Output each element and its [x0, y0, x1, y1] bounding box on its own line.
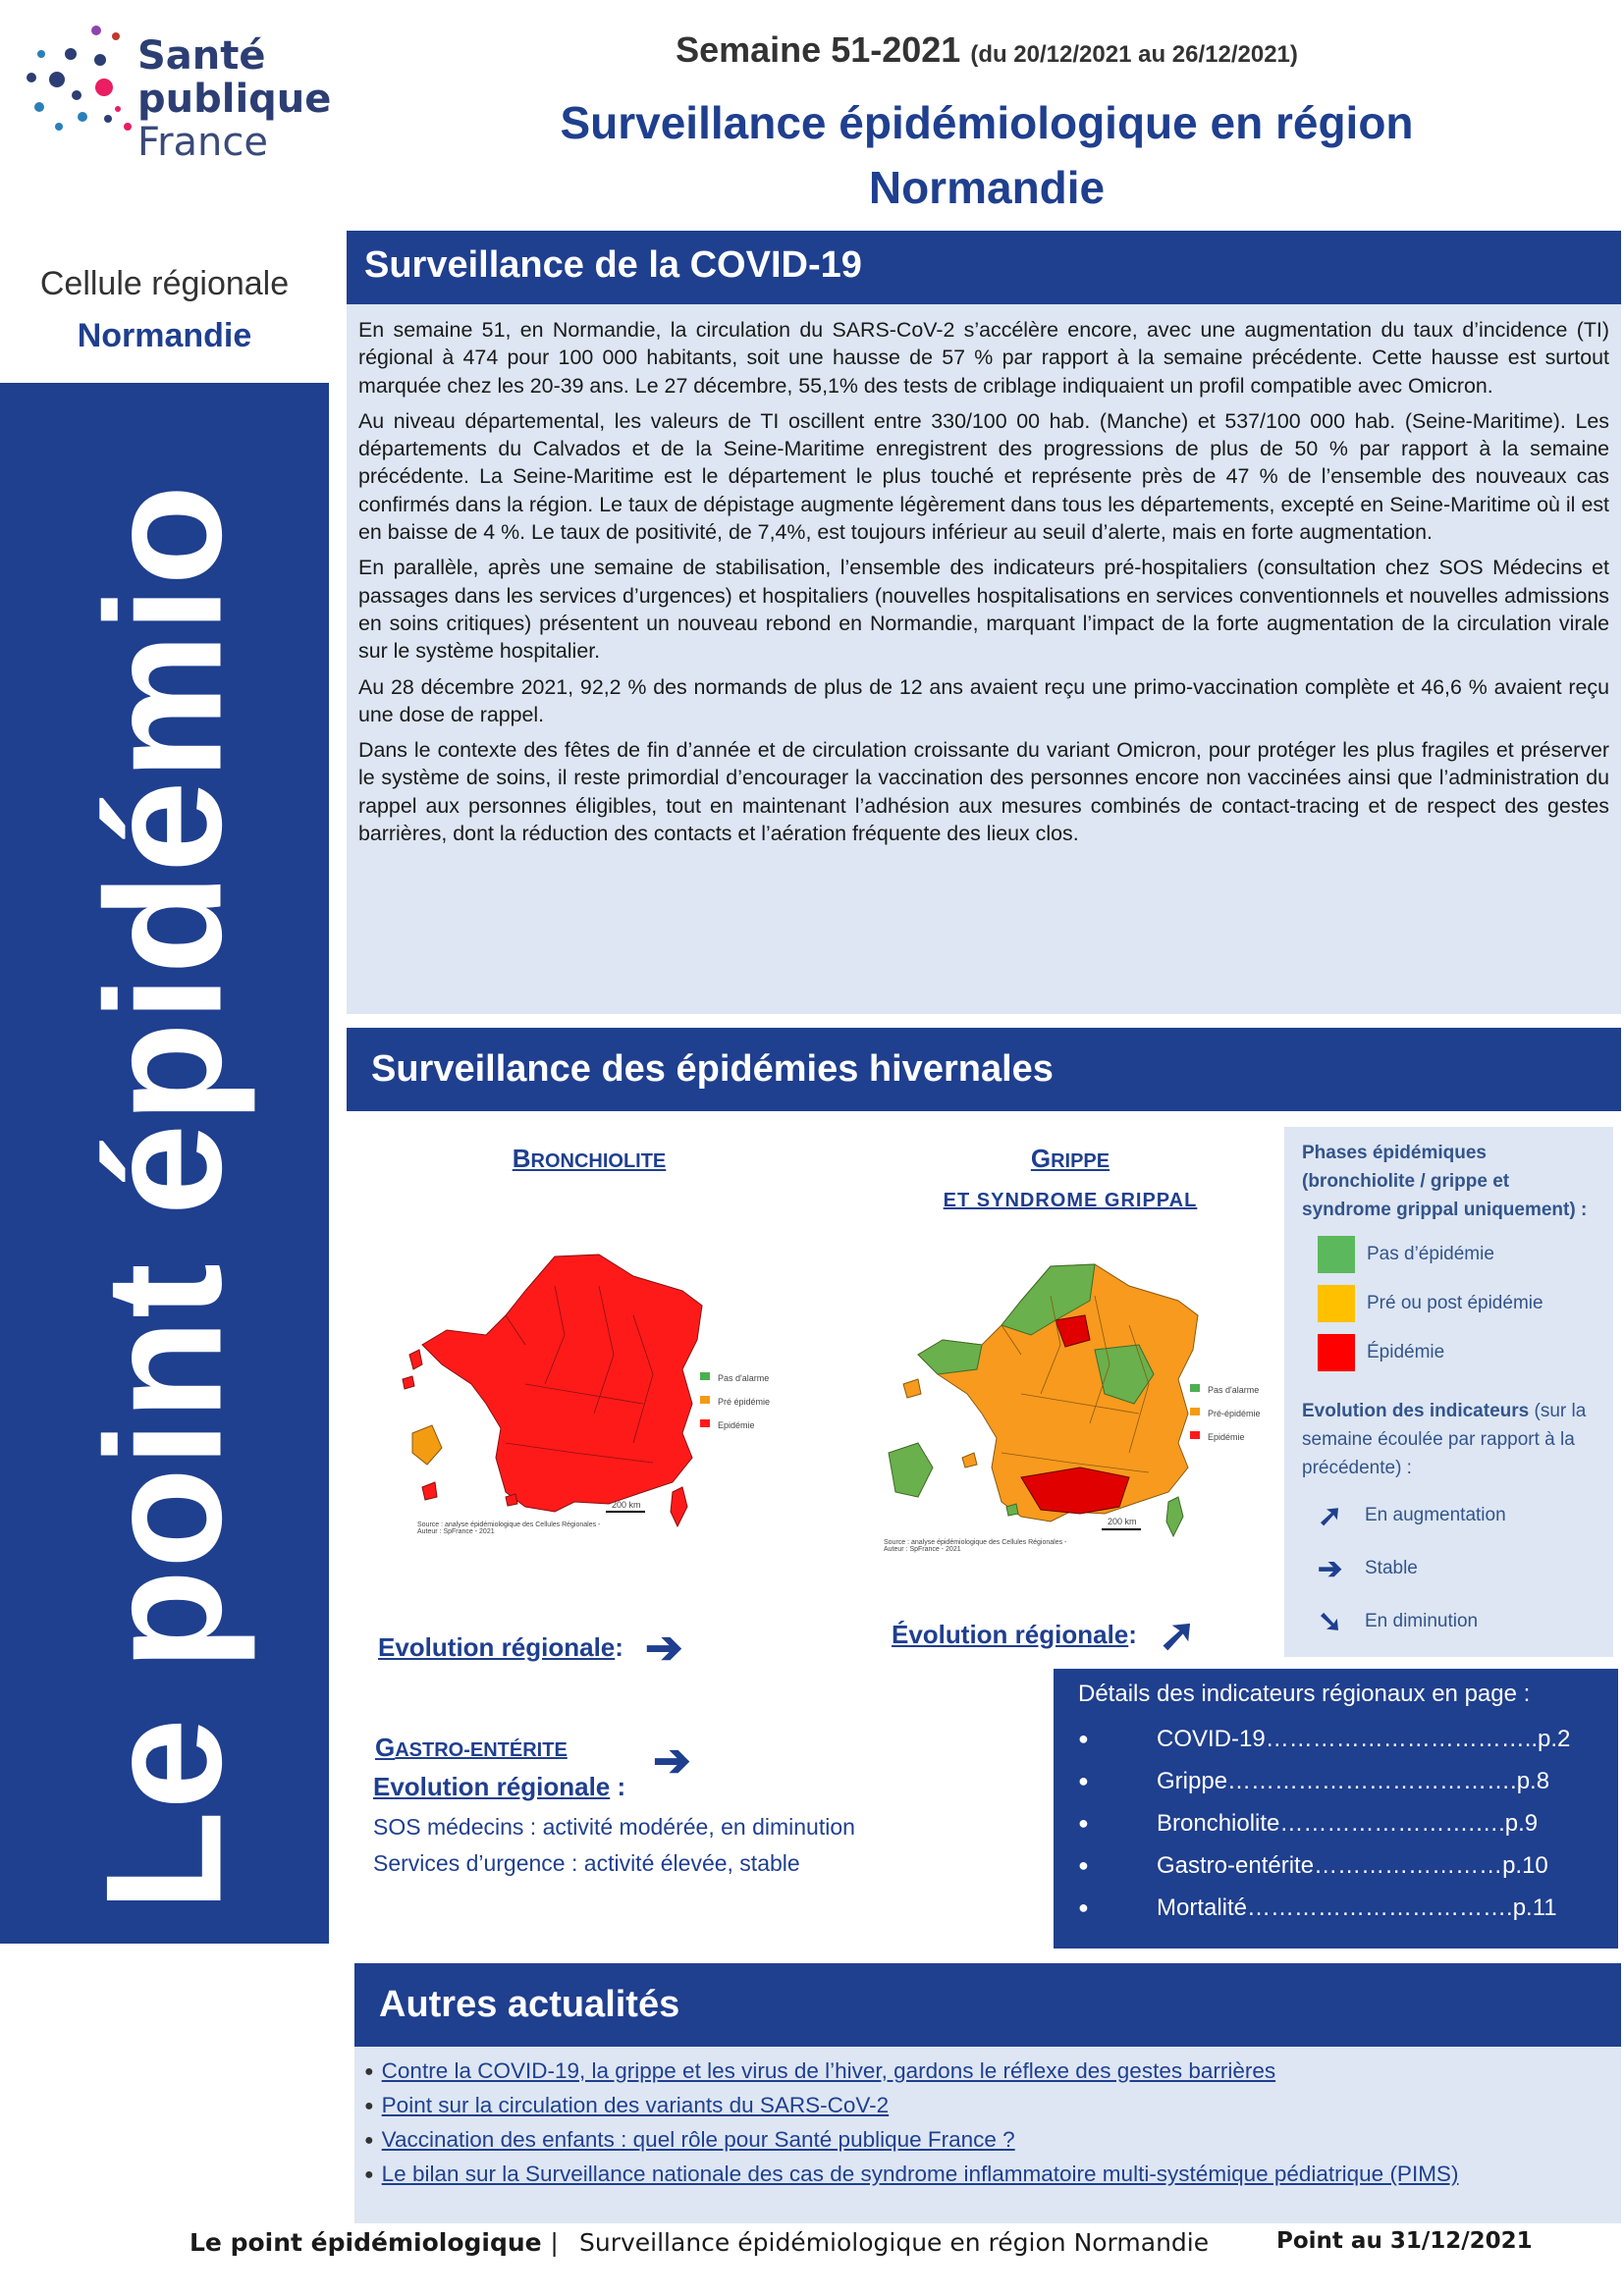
grippe-map-legend-item: Epidémie	[1208, 1432, 1245, 1442]
grippe-map-scale: 200 km	[1108, 1517, 1137, 1526]
legend-evolution-label: En augmentation	[1365, 1505, 1506, 1525]
legend-box	[1284, 1127, 1613, 1657]
bullet-icon: ●	[1078, 1729, 1089, 1748]
bronchiolite-map-legend-item: Pré épidémie	[718, 1397, 771, 1407]
news-list	[354, 2047, 1621, 2223]
details-item-label: Mortalité…………………………….p.11	[1157, 1894, 1557, 1921]
sidebar-cellule: Cellule régionale	[39, 265, 290, 302]
bronchiolite-map	[388, 1247, 781, 1561]
sidebar-header	[0, 231, 329, 383]
grippe-evolution	[892, 1609, 1265, 1660]
details-item[interactable]	[1078, 1887, 1618, 1929]
gastro-heading-rest: ASTRO-ENTÉRITE	[395, 1739, 568, 1761]
news-section-title: Autres actualités	[354, 1963, 1621, 2047]
bullet-icon: ●	[1078, 1855, 1089, 1875]
details-item[interactable]	[1078, 1802, 1618, 1844]
legend-evolution-row	[1302, 1549, 1603, 1588]
grippe-map	[884, 1256, 1276, 1580]
grippe-subheading: ET SYNDROME GRIPPAL	[943, 1190, 1198, 1211]
legend-swatch-green	[1318, 1236, 1355, 1273]
details-item[interactable]	[1078, 1844, 1618, 1887]
legend-phases-title: Phases épidémiques (bronchiolite / grippe et syndrome grippal uniquement) :	[1302, 1143, 1588, 1220]
news-link[interactable]: Contre la COVID-19, la grippe et les virus de l’hiver, gardons le réflexe des gestes barrières	[381, 2058, 1276, 2083]
week-dates: (du 20/12/2021 au 26/12/2021)	[970, 41, 1298, 68]
legend-swatch-red	[1318, 1334, 1355, 1371]
bullet-icon: ●	[1078, 1897, 1089, 1917]
legend-evolution-label: En diminution	[1365, 1611, 1479, 1631]
grippe-map-source: Source : analyse épidémiologique des Cellules Régionales - Auteur : SpFrance - 2021	[884, 1539, 1067, 1553]
logo-line-2: publique	[137, 77, 332, 122]
week-label: Semaine 51-2021	[676, 29, 961, 70]
news-item	[364, 2123, 1621, 2158]
legend-evolution-label: Stable	[1365, 1558, 1418, 1578]
bronchiolite-map-source: Source : analyse épidémiologique des Cellules Régionales - Auteur : SpFrance - 2021	[417, 1522, 601, 1535]
details-item[interactable]	[1078, 1718, 1618, 1760]
logo-dots-icon	[20, 25, 147, 133]
bullet-icon: ●	[364, 2132, 374, 2150]
stable-arrow-icon: ➔	[1318, 1552, 1343, 1585]
legend-evolution-row	[1302, 1602, 1603, 1641]
covid-paragraph: Dans le contexte des fêtes de fin d’année et de circulation croissante du variant Omicron, pour protéger les plus fragiles et préserver le système de soins, il reste primordial d’encourager la vaccination des personnes encore non vaccinées ainsi que l’administration du rappel aux personnes éligibles, tout en maintenant l’adhésion aux mesures combinés de contact-tracing et de respect des gestes barrières, dont la réduction des contacts et l’aération fréquente des lieux clos.	[358, 738, 1609, 846]
news-link[interactable]: Point sur la circulation des variants du SARS-CoV-2	[381, 2093, 890, 2118]
stable-arrow-icon: ➔	[653, 1735, 691, 1786]
logo-line-3: France	[137, 120, 269, 165]
footer-subtitle: Surveillance épidémiologique en région Normandie	[579, 2228, 1210, 2257]
bullet-icon: ●	[364, 2063, 374, 2081]
decrease-arrow-icon: ➘	[1318, 1605, 1343, 1638]
details-item-label: Grippe……………………………….p.8	[1157, 1767, 1550, 1794]
gastro-evolution-colon: :	[610, 1772, 626, 1801]
legend-phase-label: Pas d’épidémie	[1367, 1244, 1494, 1264]
footer-title-text: Le point épidémiologique	[189, 2228, 542, 2257]
covid-paragraph: Au 28 décembre 2021, 92,2 % des normands de plus de 12 ans avaient reçu une primo-vaccination complète et 46,6 % avaient reçu une dose de rappel.	[358, 674, 1609, 726]
news-item	[364, 2055, 1621, 2089]
bronchiolite-evolution	[378, 1622, 751, 1673]
gastro-urgences: Services d’urgence : activité élevée, stable	[373, 1850, 800, 1876]
gastro-sos: SOS médecins : activité modérée, en diminution	[373, 1814, 855, 1840]
footer	[0, 2228, 1624, 2268]
increase-arrow-icon: ➚	[1158, 1609, 1197, 1660]
bronchiolite-heading-rest: RONCHIOLITE	[530, 1150, 667, 1172]
increase-arrow-icon: ➚	[1318, 1499, 1343, 1532]
grippe-france-map	[884, 1256, 1276, 1580]
gastro-heading	[375, 1733, 768, 1763]
covid-section-title: Surveillance de la COVID-19	[347, 231, 1621, 304]
news-link[interactable]: Le bilan sur la Surveillance nationale des cas de syndrome inflammatoire multi-systémique pédiatrique (PIMS)	[381, 2162, 1459, 2187]
grippe-map-legend-item: Pas d'alarme	[1208, 1385, 1260, 1395]
bullet-icon: ●	[1078, 1813, 1089, 1833]
grippe-evolution-label: Évolution régionale	[892, 1619, 1129, 1649]
legend-evolution-title	[1302, 1397, 1603, 1482]
details-item-label: Bronchiolite…………………….….p.9	[1157, 1809, 1539, 1837]
covid-paragraph: Au niveau départemental, les valeurs de TI oscillent entre 330/100 00 hab. (Manche) et 537/100 000 hab. (Seine-Maritime). Les départements du Calvados et de la Seine-Maritime enregistrent des progressions de plus de 50 % par rapport à la semaine précédente. La Seine-Maritime est le département le plus touché et représente près de 47 % de l’ensemble des nouveaux cas confirmés dans la région. Le taux de dépistage augmente légèrement dans tous les départements, excepté en Seine-Maritime où il est en baisse de 4 %. Le taux de positivité, de 7,4%, est toujours inférieur au seuil d’alerte, mais en forte augmentation.	[358, 408, 1609, 545]
legend-phase-row	[1302, 1334, 1603, 1371]
sidebar-region: Normandie	[77, 317, 252, 354]
legend-swatch-orange	[1318, 1285, 1355, 1322]
bronchiolite-evolution-label: Evolution régionale	[378, 1631, 616, 1662]
hivernales-section-title: Surveillance des épidémies hivernales	[347, 1028, 1621, 1111]
grippe-map-legend-item: Pré-épidémie	[1208, 1409, 1261, 1418]
page-title-line-1: Surveillance épidémiologique en région	[560, 97, 1414, 148]
logo-line-1: Santé	[137, 33, 266, 79]
bullet-icon: ●	[1078, 1771, 1089, 1790]
legend-evolution-row	[1302, 1496, 1603, 1535]
gastro-evolution-label: Evolution régionale	[373, 1772, 611, 1801]
grippe-heading-initial: G	[1030, 1144, 1052, 1173]
bronchiolite-heading	[432, 1144, 746, 1174]
bronchiolite-heading-initial: B	[512, 1144, 531, 1173]
footer-date: Point au 31/12/2021	[1276, 2228, 1533, 2254]
grippe-heading	[913, 1144, 1227, 1174]
legend-phase-label: Épidémie	[1367, 1342, 1445, 1362]
bronchiolite-evolution-colon: :	[615, 1631, 623, 1662]
legend-phase-row	[1302, 1236, 1603, 1273]
details-box	[1054, 1669, 1618, 1949]
bronchiolite-map-legend-item: Epidémie	[718, 1420, 755, 1430]
page-title-line-2: Normandie	[868, 162, 1106, 213]
bullet-icon: ●	[364, 2098, 374, 2115]
gastro-evolution	[373, 1772, 625, 1802]
week-header	[353, 29, 1620, 71]
covid-section-body	[347, 304, 1621, 1014]
page-title	[353, 90, 1620, 220]
grippe-heading-rest: RIPPE	[1051, 1150, 1110, 1172]
bullet-icon: ●	[364, 2166, 374, 2184]
details-item[interactable]	[1078, 1760, 1618, 1802]
covid-paragraph: En semaine 51, en Normandie, la circulation du SARS-CoV-2 s’accélère encore, avec une augmentation du taux d’incidence (TI) régional à 474 pour 100 000 habitants, soit une hausse de 57 % par rapport à la semaine précédente. Cette hausse est surtout marquée chez les 20-39 ans. Le 27 décembre, 55,1% des tests de criblage indiquaient un profil compatible avec Omicron.	[358, 318, 1609, 398]
stable-arrow-icon: ➔	[644, 1622, 683, 1673]
sidebar-vertical-title: Le point épidémio	[71, 483, 256, 1912]
news-link[interactable]: Vaccination des enfants : quel rôle pour Santé publique France ?	[381, 2127, 1015, 2153]
details-title: Détails des indicateurs régionaux en page :	[1078, 1681, 1531, 1707]
details-item-label: Gastro-entérite……………………p.10	[1157, 1851, 1548, 1879]
details-item-label: COVID-19……………………………..p.2	[1157, 1725, 1571, 1752]
logo-text	[137, 34, 331, 164]
legend-phase-row	[1302, 1285, 1603, 1322]
bronchiolite-map-legend-item: Pas d'alarme	[718, 1373, 770, 1383]
news-item	[364, 2089, 1621, 2123]
covid-paragraph: En parallèle, après une semaine de stabilisation, l’ensemble des indicateurs pré-hospitaliers (consultation chez SOS Médecins et passages dans les services d’urgences) et hospitaliers (nouvelles hospitalisations en services conventionnels et nouvelles admissions en soins critiques) présentent un nouveau rebond en Normandie, marquant l’impact de la forte augmentation de la circulation virale sur le système hospitalier.	[358, 556, 1609, 664]
legend-phase-label: Pré ou post épidémie	[1367, 1293, 1543, 1313]
footer-separator: |	[550, 2228, 559, 2257]
grippe-evolution-colon: :	[1128, 1619, 1137, 1649]
gastro-heading-initial: G	[375, 1733, 396, 1762]
legend-evolution-title-rest: (sur la semaine écoulée par rapport à la précédente) :	[1302, 1401, 1587, 1478]
legend-evolution-title-bold: Evolution des indicateurs	[1302, 1401, 1530, 1421]
news-item	[364, 2158, 1621, 2192]
footer-title	[189, 2228, 559, 2257]
bronchiolite-map-scale: 200 km	[612, 1500, 641, 1510]
